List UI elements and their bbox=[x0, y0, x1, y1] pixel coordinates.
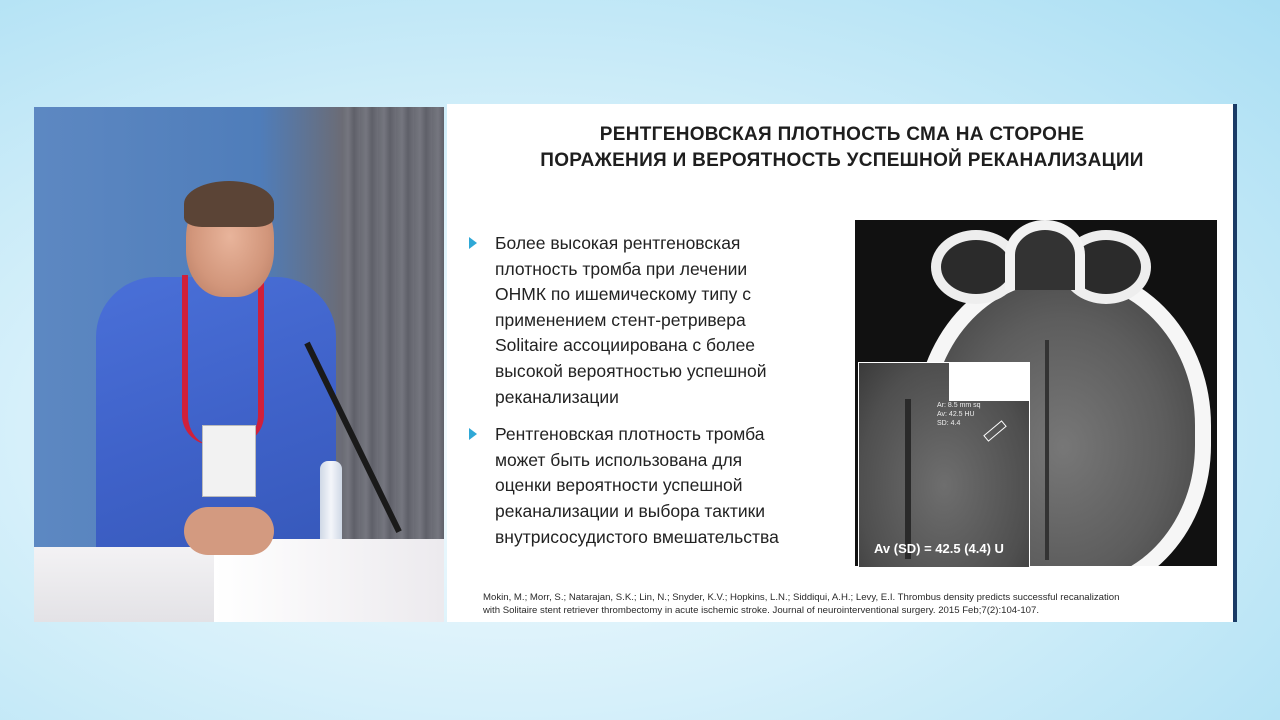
roi-line: Ar: 8.5 mm sq bbox=[937, 402, 981, 409]
inset-blank-corner bbox=[949, 363, 1029, 401]
slide-title-line: РЕНТГЕНОВСКАЯ ПЛОТНОСТЬ СМА НА СТОРОНЕ bbox=[599, 124, 1085, 145]
bullet-line: высокой вероятностью успешной bbox=[495, 360, 767, 381]
speaker-badge bbox=[202, 425, 256, 497]
citation bbox=[483, 591, 1223, 617]
ct-midline bbox=[1045, 340, 1049, 560]
bullet-list bbox=[469, 231, 859, 562]
citation-line: Mokin, M.; Morr, S.; Natarajan, S.K.; Lin, N.; Snyder, K.V.; Hopkins, L.N.; Siddiqui, A.H.; Levy, E.I. Thrombus density predicts successful recanalization bbox=[483, 592, 1120, 603]
roi-line: Av: 42.5 HU bbox=[937, 411, 975, 418]
ct-inset-zoom bbox=[858, 362, 1030, 568]
bullet-line: внутрисосудистого вмешательства bbox=[495, 526, 779, 547]
ct-density-label: Av (SD) = 42.5 (4.4) U bbox=[874, 541, 1004, 556]
presentation-slide bbox=[447, 104, 1237, 622]
bullet-text bbox=[495, 231, 859, 410]
roi-line: SD: 4.4 bbox=[937, 420, 961, 427]
triangle-bullet-icon bbox=[469, 237, 477, 249]
bullet-line: Solitaire ассоциирована с более bbox=[495, 335, 756, 356]
ct-nasal-cavity bbox=[1005, 220, 1085, 290]
bullet-item bbox=[469, 231, 859, 410]
bullet-line: Рентгеновская плотность тромба bbox=[495, 424, 765, 445]
speaker-hair bbox=[184, 181, 274, 227]
bullet-text bbox=[495, 422, 859, 550]
slide-border bbox=[1233, 104, 1237, 622]
roi-marker bbox=[983, 420, 1007, 442]
bullet-line: плотность тромба при лечении bbox=[495, 258, 748, 279]
bullet-line: ОНМК по ишемическому типу с bbox=[495, 284, 751, 305]
water-bottle bbox=[320, 461, 342, 547]
bullet-line: оценки вероятности успешной bbox=[495, 475, 743, 496]
speaker-hands bbox=[184, 507, 274, 555]
triangle-bullet-icon bbox=[469, 428, 477, 440]
bullet-item bbox=[469, 422, 859, 550]
roi-measurements bbox=[937, 401, 981, 428]
slide-title bbox=[447, 122, 1237, 174]
bullet-line: применением стент-ретривера bbox=[495, 309, 746, 330]
slide-title-line: ПОРАЖЕНИЯ И ВЕРОЯТНОСТЬ УСПЕШНОЙ РЕКАНАЛИЗАЦИИ bbox=[540, 150, 1144, 171]
bullet-line: реканализации bbox=[495, 386, 619, 407]
ct-vessel bbox=[905, 399, 911, 559]
speaker-video bbox=[34, 107, 444, 622]
citation-line: with Solitaire stent retriever thrombectomy in acute ischemic stroke. Journal of neurointerventional surgery. 2015 Feb;7(2):104-107. bbox=[483, 605, 1039, 616]
bullet-line: реканализации и выбора тактики bbox=[495, 500, 766, 521]
bullet-line: Более высокая рентгеновская bbox=[495, 233, 741, 253]
speaker-lanyard bbox=[182, 275, 264, 445]
bullet-line: может быть использована для bbox=[495, 449, 743, 470]
